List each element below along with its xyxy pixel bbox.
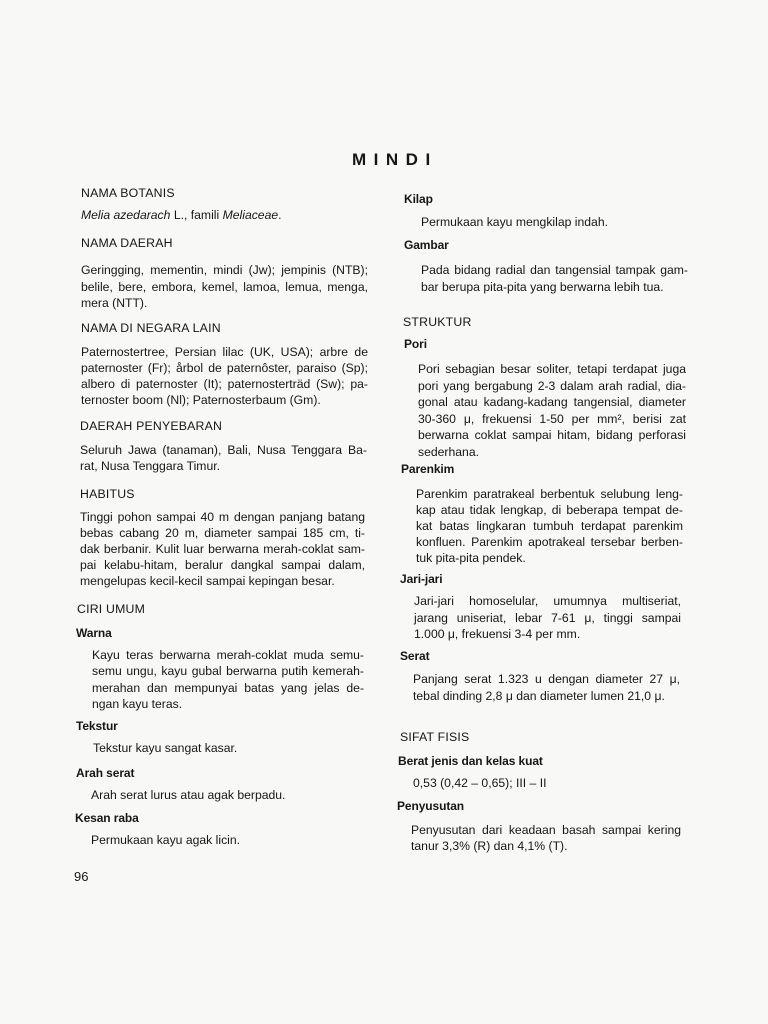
kesan-raba-text (91, 832, 363, 848)
subheading-gambar: Gambar (404, 238, 449, 252)
berat-jenis-line: 0,53 (0,42 – 0,65); III – II (413, 776, 547, 790)
section-heading-daerah-penyebaran: DAERAH PENYEBARAN (80, 419, 223, 433)
gambar-line: bar berupa pita-pita yang berwarna lebih tua. (421, 279, 664, 294)
subheading-berat-jenis: Berat jenis dan kelas kuat (398, 754, 543, 768)
section-heading-struktur: STRUKTUR (403, 315, 472, 329)
subheading-pori: Pori (404, 337, 427, 351)
subheading-kilap: Kilap (404, 192, 433, 206)
nama-daerah-text (81, 262, 368, 312)
section-heading-nama-botanis: NAMA BOTANIS (81, 186, 175, 200)
daerah-penyebaran-text (80, 442, 367, 474)
section-heading-nama-daerah: NAMA DAERAH (81, 236, 173, 250)
warna-line: ngan kayu teras. (92, 696, 183, 711)
penyusutan-line: tanur 3,3% (R) dan 4,1% (T). (411, 839, 568, 853)
berat-jenis-text (413, 775, 680, 791)
parenkim-line: konfluen. Parenkim apotrakeal tersebar berben- (416, 535, 683, 549)
subheading-tekstur: Tekstur (76, 719, 118, 733)
habitus-text (80, 509, 365, 589)
parenkim-line: kap atau tidak lengkap, di beberapa tempat de- (416, 503, 683, 517)
nama-negara-lain-text (81, 344, 368, 408)
pori-text (418, 361, 686, 461)
parenkim-line: tuk pita-pita pendek. (416, 551, 526, 565)
jari-jari-line: Jari-jari homoselular, umumnya multiseriat, (414, 594, 681, 608)
parenkim-line: Parenkim paratrakeal berbentuk selubung leng- (416, 487, 683, 501)
nama-daerah-line: belile, bere, embora, kemel, lamoa, lemua, menga, (81, 279, 368, 294)
sentence-end: . (278, 208, 282, 222)
gambar-text (421, 262, 688, 295)
section-heading-sifat-fisis: SIFAT FISIS (400, 730, 470, 744)
jari-jari-line: 1.000 μ, frekuensi 3-4 per mm. (414, 627, 581, 641)
subheading-arah-serat: Arah serat (76, 766, 135, 780)
habitus-line: bebas cabang 20 m, diameter sampai 185 cm, ti- (80, 526, 365, 540)
kesan-raba-line: Permukaan kayu agak licin. (91, 833, 241, 847)
family-name: Meliaceae (222, 208, 279, 222)
nama-negara-lain-line: ternoster boom (Nl); Paternosterbaum (Gm). (81, 393, 321, 407)
pori-line: sederhana. (418, 444, 479, 459)
nama-negara-lain-line: paternoster (Fr); årbol de paternôster, paraiso (Sp); (81, 361, 368, 375)
serat-line: Panjang serat 1.323 u dengan diameter 27 μ, (413, 672, 680, 686)
penyusutan-text (411, 822, 681, 854)
parenkim-line: kat batas lingkaran tumbuh terdapat parenkim (416, 519, 683, 533)
kilap-text (421, 214, 688, 230)
warna-line: merahan dan mempunyai batas yang jelas de- (92, 680, 364, 695)
warna-line: Kayu teras berwarna merah-coklat muda semu- (92, 648, 364, 662)
nama-negara-lain-line: albero di paternoster (It); paternosterträd (Sw); pa- (81, 377, 368, 391)
subheading-penyusutan: Penyusutan (397, 799, 465, 813)
section-heading-ciri-umum: CIRI UMUM (77, 602, 146, 616)
serat-text (413, 671, 680, 705)
kilap-line: Permukaan kayu mengkilap indah. (421, 215, 608, 229)
pori-line: 30-360 μ, frekuensi 1-50 per mm², berisi zat (418, 411, 686, 426)
author-family-text: L., famili (170, 208, 223, 222)
warna-text (92, 647, 364, 712)
section-heading-nama-negara-lain: NAMA DI NEGARA LAIN (81, 321, 221, 335)
subheading-jari-jari: Jari-jari (400, 572, 443, 586)
page-title: MINDI (352, 150, 438, 169)
nama-daerah-line: mera (NTT). (81, 296, 148, 310)
nama-botanis-line (81, 207, 367, 223)
jari-jari-text (414, 593, 681, 643)
species-name: Melia azedarach (81, 208, 171, 222)
daerah-penyebaran-line: Seluruh Jawa (tanaman), Bali, Nusa Tenggara Ba- (80, 443, 367, 457)
parenkim-text (416, 486, 683, 566)
habitus-line: pai kelabu-hitam, beralur dangkal sampai dalam, (80, 558, 365, 572)
nama-daerah-line: Geringging, mementin, mindi (Jw); jempinis (NTB); (81, 263, 368, 277)
serat-line: tebal dinding 2,8 μ dan diameter lumen 21,0 μ. (413, 689, 665, 703)
pori-line: berwarna coklat sampai hitam, bidang perforasi (418, 428, 686, 443)
subheading-warna: Warna (76, 626, 112, 640)
arah-serat-text (91, 787, 363, 803)
daerah-penyebaran-line: rat, Nusa Tenggara Timur. (80, 459, 220, 473)
nama-botanis-text (81, 207, 367, 223)
habitus-line: mengelupas kecil-kecil sampai kepingan besar. (80, 574, 335, 588)
habitus-line: Tinggi pohon sampai 40 m dengan panjang batang (80, 510, 365, 524)
nama-negara-lain-line: Paternostertree, Persian lilac (UK, USA); arbre de (81, 345, 368, 359)
warna-line: semu ungu, kayu gubal berwarna putih kemerah- (92, 664, 364, 679)
section-heading-habitus: HABITUS (80, 487, 135, 501)
pori-line: gonal atau kadang-kadang tangensial, diameter (418, 395, 686, 410)
penyusutan-line: Penyusutan dari keadaan basah sampai kering (411, 823, 681, 837)
jari-jari-line: jarang uniseriat, lebar 7-61 μ, tinggi sampai (414, 610, 681, 625)
gambar-line: Pada bidang radial dan tangensial tampak gam- (421, 263, 688, 277)
subheading-parenkim: Parenkim (401, 462, 455, 476)
pori-line: Pori sebagian besar soliter, tetapi terdapat juga (418, 362, 686, 376)
habitus-line: dak berbanir. Kulit luar berwarna merah-coklat sam- (80, 542, 365, 556)
pori-line: pori yang bergabung 2-3 dalam arah radial, dia- (418, 378, 686, 393)
page-number: 96 (74, 869, 89, 884)
subheading-kesan-raba: Kesan raba (75, 811, 139, 825)
tekstur-line: Tekstur kayu sangat kasar. (93, 741, 238, 755)
subheading-serat: Serat (400, 649, 430, 663)
tekstur-text (93, 740, 363, 756)
arah-serat-line: Arah serat lurus atau agak berpadu. (91, 788, 286, 802)
